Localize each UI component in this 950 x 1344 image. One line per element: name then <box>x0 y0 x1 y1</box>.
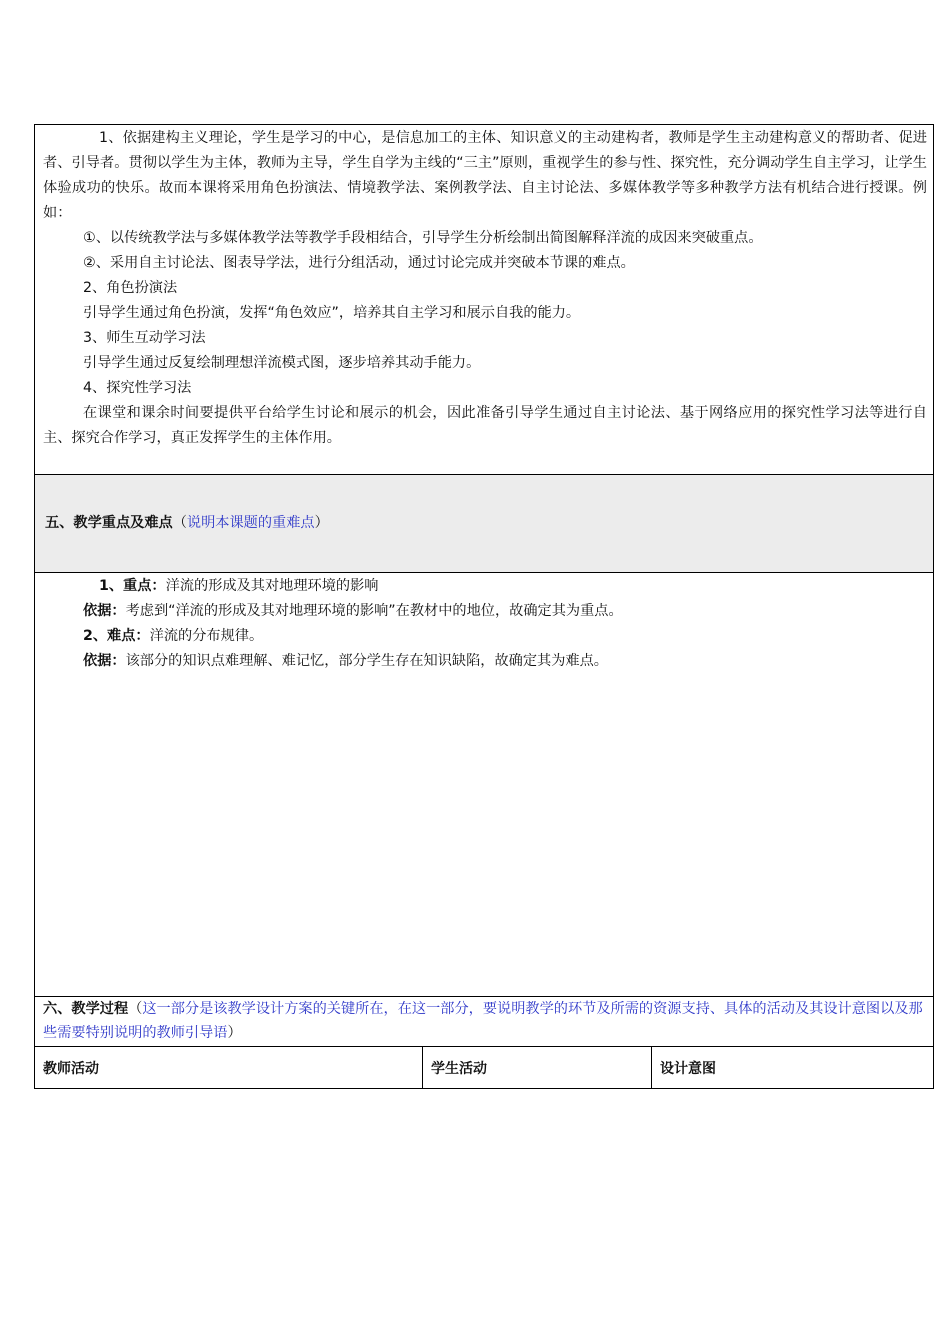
methods-heading-inquiry: 4、探究性学习法 <box>83 380 192 396</box>
section-6-paren-close: ） <box>227 1025 242 1041</box>
section-5-paren-close: ） <box>314 515 329 531</box>
section-5-title-line <box>45 511 329 536</box>
process-column-headers <box>35 1047 933 1088</box>
key-point-line <box>43 574 927 599</box>
column-student-activity: 学生活动 <box>423 1047 652 1088</box>
methods-heading-role-play: 2、角色扮演法 <box>83 280 178 296</box>
methods-example-2: ②、采用自主讨论法、图表导学法，进行分组活动，通过讨论完成并突破本节课的难点。 <box>83 255 635 271</box>
lesson-plan-table <box>34 124 934 1089</box>
section-5-title: 五、教学重点及难点 <box>45 515 173 531</box>
section-6-title: 六、教学过程 <box>43 1001 129 1017</box>
methods-role-play-text: 引导学生通过角色扮演，发挥“角色效应”，培养其自主学习和展示自我的能力。 <box>83 305 581 321</box>
section-6-title-line <box>43 997 927 1045</box>
column-teacher-activity: 教师活动 <box>35 1047 423 1088</box>
key-basis-line <box>43 599 927 624</box>
difficult-point-text: 洋流的分布规律。 <box>149 628 264 644</box>
difficult-point-line <box>43 624 927 649</box>
difficult-basis-text: 该部分的知识点难理解、难记忆，部分学生存在知识缺陷，故确定其为难点。 <box>125 653 608 669</box>
methods-paragraph-1: 1、依据建构主义理论，学生是学习的中心，是信息加工的主体、知识意义的主动建构者，教师是学生主动建构意义的帮助者、促进者、引导者。贯彻以学生为主体，教师为主导，学生自学为主线的“三主”原则，重视学生的参与性、探究性，充分调动学生自主学习，让学生体验成功的快乐。故而本课将采用角色扮演法、情境教学法、案例教学法、自主讨论法、多媒体教学等多种教学方法有机结合进行授课。例如： <box>43 130 927 221</box>
key-point-label: 1、重点： <box>99 578 166 594</box>
key-basis-label: 依据： <box>83 603 126 619</box>
methods-example-1: ①、以传统教学法与多媒体教学法等教学手段相结合，引导学生分析绘制出简图解释洋流的成因来突破重点。 <box>83 230 763 246</box>
methods-heading-interaction: 3、师生互动学习法 <box>83 330 206 346</box>
key-basis-text: 考虑到“洋流的形成及其对地理环境的影响”在教材中的地位，故确定其为重点。 <box>125 603 623 619</box>
difficult-basis-line <box>43 649 927 674</box>
section-6-note: 这一部分是该教学设计方案的关键所在，在这一部分，要说明教学的环节及所需的资源支持、具体的活动及其设计意图以及那些需要特别说明的教师引导语 <box>43 1001 923 1041</box>
key-point-text: 洋流的形成及其对地理环境的影响 <box>165 578 379 594</box>
methods-inquiry-text: 在课堂和课余时间要提供平台给学生讨论和展示的机会，因此准备引导学生通过自主讨论法、基于网络应用的探究性学习法等进行自主、探究合作学习，真正发挥学生的主体作用。 <box>43 405 927 446</box>
teaching-methods-cell <box>35 125 933 475</box>
difficult-point-label: 2、难点： <box>83 628 150 644</box>
section-6-header <box>35 997 933 1047</box>
difficult-basis-label: 依据： <box>83 653 126 669</box>
key-difficult-points-cell <box>35 573 933 997</box>
column-design-intent: 设计意图 <box>660 1060 716 1077</box>
section-6-paren-open: （ <box>128 1001 143 1017</box>
section-5-header <box>35 475 933 573</box>
section-5-paren-open: （ <box>172 515 187 531</box>
methods-interaction-text: 引导学生通过反复绘制理想洋流模式图，逐步培养其动手能力。 <box>83 355 481 371</box>
section-5-note: 说明本课题的重难点 <box>186 515 315 531</box>
